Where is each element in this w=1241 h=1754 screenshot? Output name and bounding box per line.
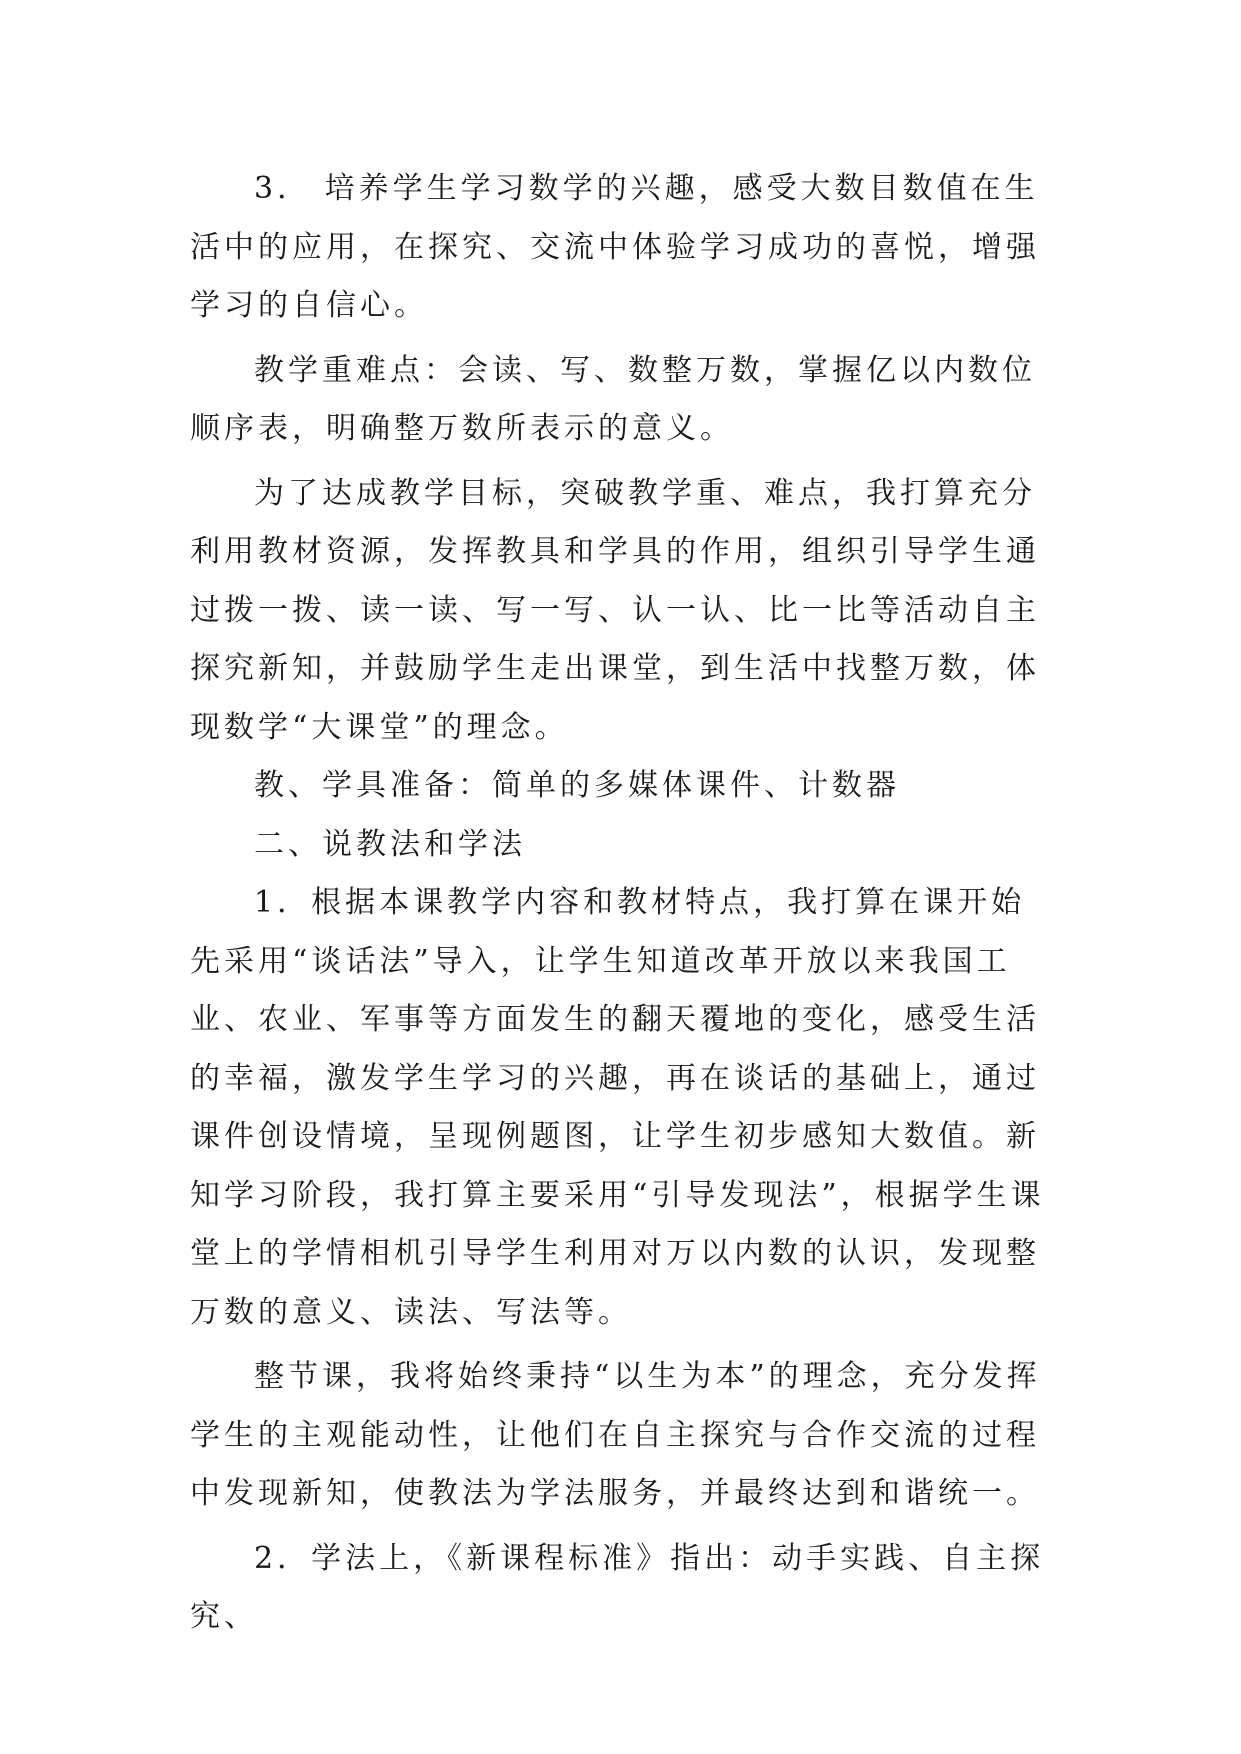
section-heading-methods: 二、说教法和学法 [254, 826, 526, 862]
paragraph-teaching-plan: 为了达成教学目标，突破教学重、难点，我打算充分利用教材资源，发挥教具和学具的作用，组织引导学生通过拨一拨、读一读、写一写、认一认、比一比等活动自主探究新知，并鼓励学生走出课堂，到生活中找整万数，体现数学“大课堂”的理念。 [190, 475, 1040, 745]
paragraph-materials: 教、学具准备：简单的多媒体课件、计数器 [254, 768, 900, 803]
paragraph-method-1: 1．根据本课教学内容和教材特点，我打算在课开始先采用“谈话法”导入，让学生知道改革开放以来我国工业、农业、军事等方面发生的翻天覆地的变化，感受生活的幸福，激发学生学习的兴趣，再在谈话的基础上，通过课件创设情境，呈现例题图，让学生初步感知大数值。新知学习阶段，我打算主要采用“引导发现法”，根据学生课堂上的学情相机引导学生利用对万以内数的认识，发现整万数的意义、读法、写法等。 [190, 885, 1045, 1330]
paragraph-goal-3: 3． 培养学生学习数学的兴趣，感受大数目数值在生活中的应用，在探究、交流中体验学习成功的喜悦，增强学习的自信心。 [190, 171, 1040, 323]
document-body [190, 160, 1056, 1647]
paragraph-method-2: 2．学法上，《新课程标准》指出：动手实践、自主探究、 [190, 1540, 1045, 1634]
paragraph-key-difficulties: 教学重难点：会读、写、数整万数，掌握亿以内数位顺序表，明确整万数所表示的意义。 [190, 352, 1036, 446]
paragraph-whole-lesson: 整节课，我将始终秉持“以生为本”的理念，充分发挥学生的主观能动性，让他们在自主探究与合作交流的过程中发现新知，使教法为学法服务，并最终达到和谐统一。 [190, 1359, 1041, 1511]
